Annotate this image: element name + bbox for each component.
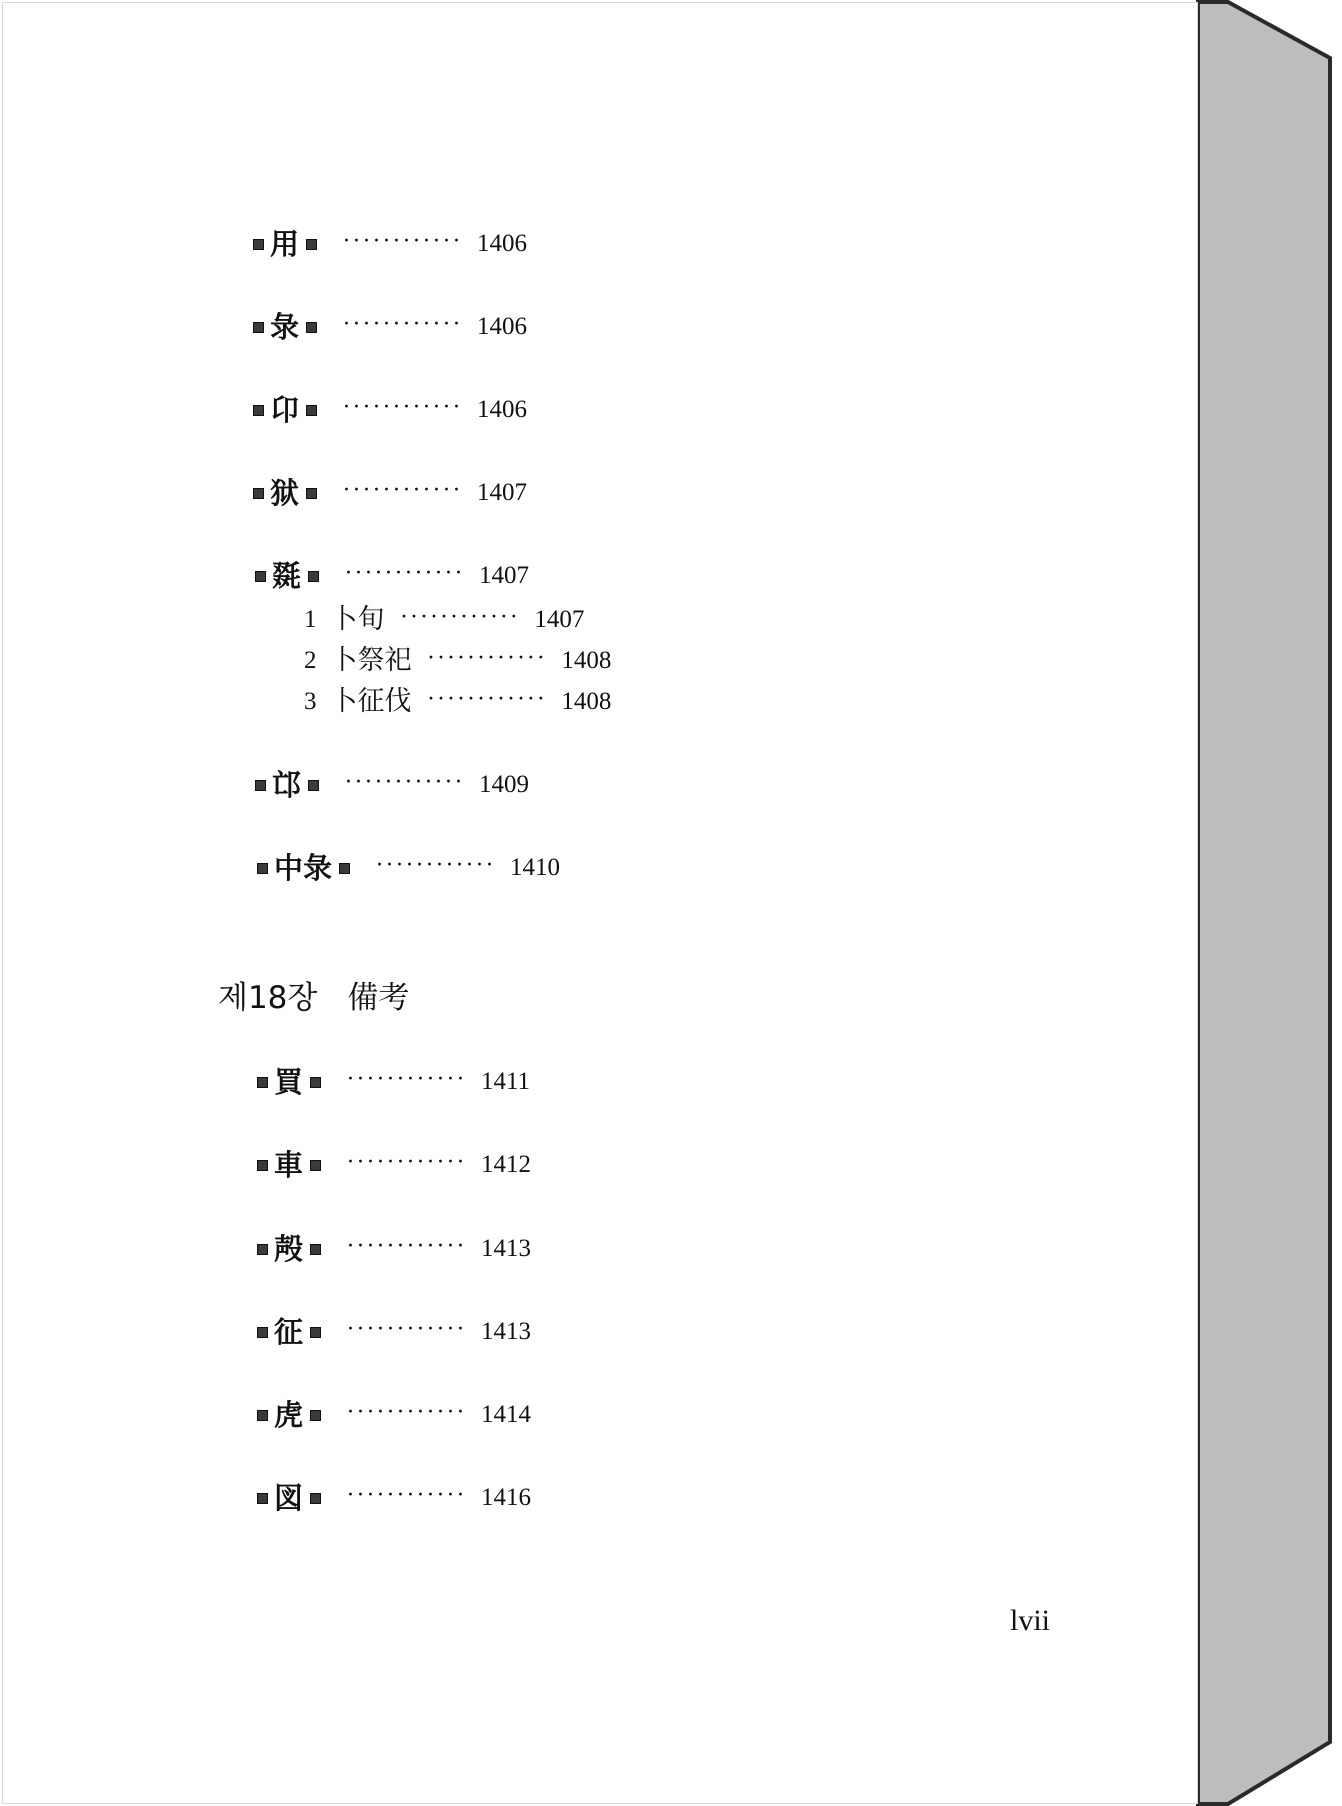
entry-character: 卬 — [270, 393, 300, 427]
subentry-title: 卜征伐 — [330, 686, 412, 717]
page-number: 1410 — [509, 854, 560, 881]
toc-entry[interactable] — [253, 394, 527, 426]
subentry-number: 3 — [304, 688, 317, 715]
bullet-square-icon — [255, 571, 266, 582]
subentry-title: 卜旬 — [330, 604, 385, 635]
bullet-square-icon — [339, 863, 350, 874]
leader-dots: ············ — [343, 395, 463, 420]
bullet-square-icon — [308, 780, 319, 791]
toc-subentry[interactable] — [304, 686, 611, 718]
page-number: 1411 — [480, 1068, 531, 1095]
page-number: 1407 — [478, 562, 529, 589]
bullet-square-icon — [253, 239, 264, 250]
entry-character: 狱 — [270, 476, 300, 510]
bullet-square-icon — [257, 1077, 268, 1088]
toc-entry[interactable] — [257, 852, 560, 884]
page-number: 1408 — [561, 647, 612, 674]
folio-page-number: lvii — [1010, 1604, 1051, 1637]
page-number: 1406 — [476, 313, 527, 340]
leader-dots: ············ — [427, 687, 548, 712]
toc-entry[interactable] — [253, 477, 527, 509]
bullet-square-icon — [310, 1410, 321, 1421]
toc-subentry[interactable] — [304, 645, 611, 677]
bullet-square-icon — [257, 1327, 268, 1338]
bullet-square-icon — [257, 1410, 268, 1421]
toc-entry[interactable] — [255, 769, 529, 801]
bullet-square-icon — [310, 1327, 321, 1338]
entry-character: 征 — [274, 1315, 304, 1349]
bullet-square-icon — [306, 239, 317, 250]
entry-character: 車 — [274, 1148, 304, 1182]
bullet-square-icon — [253, 488, 264, 499]
bullet-square-icon — [257, 863, 268, 874]
toc-entry[interactable] — [257, 1482, 531, 1514]
toc-entry[interactable] — [257, 1399, 531, 1431]
page-number: 1414 — [480, 1401, 531, 1428]
entry-character: 中彔 — [274, 851, 333, 885]
bullet-square-icon — [306, 488, 317, 499]
page-number: 1413 — [480, 1318, 531, 1345]
bullet-square-icon — [310, 1244, 321, 1255]
bullet-square-icon — [257, 1160, 268, 1171]
page-number: 1406 — [476, 230, 527, 257]
toc-entry[interactable] — [253, 311, 527, 343]
leader-dots: ············ — [427, 646, 548, 671]
leader-dots: ············ — [347, 1317, 467, 1342]
subentry-title: 卜祭祀 — [330, 645, 412, 676]
subentry-number: 1 — [304, 606, 317, 633]
toc-sheet — [2, 2, 1198, 1804]
toc-entry[interactable] — [257, 1066, 530, 1098]
leader-dots: ············ — [345, 561, 465, 586]
page-number: 1413 — [480, 1235, 531, 1262]
leader-dots: ············ — [376, 853, 496, 878]
entry-character: 用 — [270, 227, 300, 261]
entry-character: 邙 — [272, 768, 302, 802]
toc-entry[interactable] — [255, 560, 529, 592]
bullet-square-icon — [310, 1077, 321, 1088]
page-number: 1416 — [480, 1484, 531, 1511]
bullet-square-icon — [257, 1244, 268, 1255]
chapter-title: 備考 — [347, 980, 410, 1016]
bullet-square-icon — [310, 1160, 321, 1171]
toc-subentry[interactable] — [304, 604, 584, 636]
entry-character: 毲 — [272, 559, 302, 593]
entry-character: 買 — [274, 1065, 304, 1099]
toc-entry[interactable] — [257, 1233, 531, 1265]
leader-dots: ············ — [347, 1483, 467, 1508]
leader-dots: ············ — [347, 1400, 467, 1425]
leader-dots: ············ — [347, 1067, 467, 1092]
leader-dots: ············ — [347, 1150, 467, 1175]
chapter-number: 제18장 — [218, 980, 318, 1016]
page-number: 1406 — [476, 396, 527, 423]
page-number: 1409 — [478, 771, 529, 798]
leader-dots: ············ — [400, 605, 521, 630]
page-number: 1407 — [476, 479, 527, 506]
leader-dots: ············ — [343, 312, 463, 337]
entry-character: 彔 — [270, 310, 300, 344]
bullet-square-icon — [306, 322, 317, 333]
toc-entry[interactable] — [253, 228, 527, 260]
bullet-square-icon — [310, 1493, 321, 1504]
toc-entry[interactable] — [257, 1316, 531, 1348]
chapter-heading — [218, 972, 409, 1017]
toc-entry[interactable] — [257, 1149, 531, 1181]
entry-character: 図 — [274, 1481, 304, 1515]
subentry-number: 2 — [304, 647, 317, 674]
entry-character: 虎 — [274, 1398, 304, 1432]
leader-dots: ············ — [343, 229, 463, 254]
bullet-square-icon — [255, 780, 266, 791]
bullet-square-icon — [306, 405, 317, 416]
page-number: 1408 — [561, 688, 612, 715]
bullet-square-icon — [308, 571, 319, 582]
leader-dots: ············ — [343, 478, 463, 503]
entry-character: 殸 — [274, 1232, 304, 1266]
bullet-square-icon — [253, 322, 264, 333]
bullet-square-icon — [257, 1493, 268, 1504]
page-number: 1407 — [534, 606, 585, 633]
bullet-square-icon — [253, 405, 264, 416]
page-number: 1412 — [480, 1151, 531, 1178]
leader-dots: ············ — [345, 770, 465, 795]
leader-dots: ············ — [347, 1234, 467, 1259]
